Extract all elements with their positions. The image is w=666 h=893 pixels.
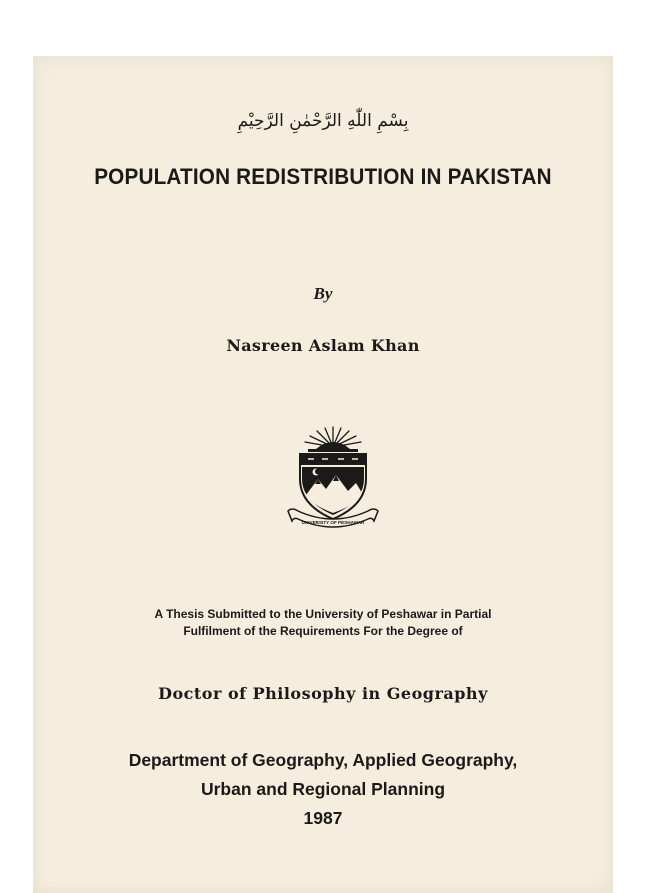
thesis-title: POPULATION REDISTRIBUTION IN PAKISTAN — [94, 164, 552, 189]
author-name: Nasreen Aslam Khan — [226, 336, 420, 355]
bleed-through-text — [153, 198, 593, 458]
department-block — [33, 746, 613, 833]
thesis-title-page — [33, 56, 613, 893]
submission-line: Fulfilment of the Requirements For the Degree of — [183, 624, 463, 638]
department-line: Department of Geography, Applied Geography, — [128, 750, 518, 770]
department-line: Urban and Regional Planning — [200, 779, 446, 799]
university-seal-icon — [286, 423, 380, 533]
seal-ribbon-text: UNIVERSITY OF PESHAWAR — [301, 520, 365, 525]
by-label: By — [313, 284, 333, 303]
bismillah-heading: بِسْمِ اللّٰهِ الرَّحْمٰنِ الرَّحِيْمِ — [237, 111, 409, 131]
submission-statement — [33, 606, 613, 640]
year: 1987 — [303, 808, 343, 828]
degree-title: Doctor of Philosophy in Geography — [158, 684, 488, 703]
submission-line: A Thesis Submitted to the University of Peshawar in Partial — [154, 607, 492, 621]
